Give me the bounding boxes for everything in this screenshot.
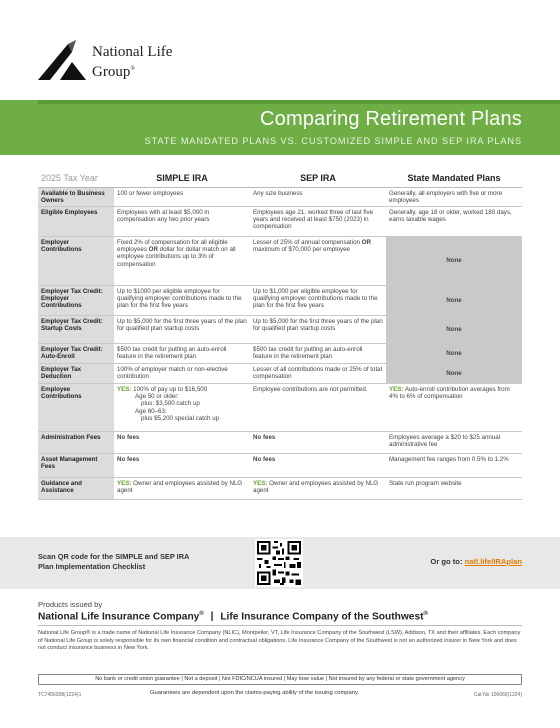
cell-sep: No fees <box>250 431 386 453</box>
row-label: Guidance and Assistance <box>38 477 114 499</box>
table-row <box>38 363 522 383</box>
cell-sep: $500 tax credit for putting an auto-enroll feature in the retirement plan <box>250 343 386 363</box>
qr-code-icon[interactable] <box>255 539 303 587</box>
cell-state: Employees average a $20 to $25 annual administrative fee <box>386 431 522 453</box>
column-header-sep: SEP IRA <box>250 170 386 187</box>
table-row <box>38 315 522 343</box>
catalog-number: Cat No 106660(1224) <box>473 692 522 698</box>
logo-line1: National Life <box>92 44 173 60</box>
cell-simple: No fees <box>114 431 250 453</box>
cell-state: Management fee ranges from 0.5% to 1.2% <box>386 453 522 477</box>
cell-sep: Any size business <box>250 187 386 206</box>
cell-state: None <box>386 285 522 315</box>
page-title: Comparing Retirement Plans <box>260 108 522 130</box>
cell-sep: Lesser of 25% of annual compensation OR maximum of $70,000 per employee <box>250 236 386 285</box>
table-row <box>38 431 522 453</box>
cell-simple: Fixed 2% of compensation for all eligible employees OR dollar for dollar match on all employee contributions up to 3% of compensation <box>114 236 250 285</box>
row-label: Asset Management Fees <box>38 453 114 477</box>
cell-simple: Up to $5,000 for the first three years of the plan for qualified plan startup costs <box>114 315 250 343</box>
table-row <box>38 206 522 236</box>
cell-simple: YES: Owner and employees assisted by NLG agent <box>114 477 250 499</box>
logo-line2: Group <box>92 64 131 80</box>
guarantee-note: Guarantees are dependent upon the claims-paying ability of the issuing company. <box>150 690 360 696</box>
cell-state: Generally, all employers with five or more employees <box>386 187 522 206</box>
cell-state: State run program website <box>386 477 522 499</box>
comparison-table <box>38 170 522 500</box>
goto-label: Or go to: <box>430 557 463 566</box>
cell-sep: Employee contributions are not permitted. <box>250 383 386 431</box>
mountain-logo-icon <box>38 40 88 80</box>
cell-state: None <box>386 315 522 343</box>
row-label: Eligible Employees <box>38 206 114 236</box>
footer-divider <box>38 625 522 626</box>
row-label: Employer Tax Credit: Startup Costs <box>38 315 114 343</box>
row-label: Employer Tax Credit: Auto-Enroll <box>38 343 114 363</box>
form-code: TC7456308(1224)1 <box>38 692 82 698</box>
fine-print: National Life Group® is a trade name of National Life Insurance Company (NLIC), Montpelier, VT, Life Insurance Company of the Southwest (LSW), Addison, TX and their affiliates. Each company of National Life Group is solely responsible for its own financial condition and contractual obligations. Life Insurance Company of the Southwest is not an authorized insurer in New York and does not conduct insurance business in New York. <box>38 630 521 652</box>
cell-state: Generally, age 18 or older, worked 180 days, earns taxable wages <box>386 206 522 236</box>
cell-state: None <box>386 343 522 363</box>
table-row <box>38 383 522 431</box>
cell-sep: Lesser of all contributions made or 25% of total compensation <box>250 363 386 383</box>
cell-simple: Up to $1000 per eligible employee for qualifying employer contributions made to the plan for the first five years <box>114 285 250 315</box>
tax-year-header: 2025 Tax Year <box>38 170 114 187</box>
cell-simple: Employees with at least $5,000 in compensation any two prior years <box>114 206 250 236</box>
row-label: Employee Contributions <box>38 383 114 431</box>
cell-sep: YES: Owner and employees assisted by NLG agent <box>250 477 386 499</box>
table-header-row <box>38 170 522 187</box>
cell-simple: $500 tax credit for putting an auto-enroll feature in the retirement plan <box>114 343 250 363</box>
cell-simple: No fees <box>114 453 250 477</box>
cell-sep: Up to $1,000 per eligible employee for qualifying employer contributions made to the plan for the first five years <box>250 285 386 315</box>
issued-by-label: Products issued by <box>38 600 103 609</box>
column-header-simple: SIMPLE IRA <box>114 170 250 187</box>
qr-code-band <box>0 537 560 589</box>
row-label: Employer Tax Credit: Employer Contributions <box>38 285 114 315</box>
table-row <box>38 236 522 285</box>
table-row <box>38 343 522 363</box>
row-label: Employer Contributions <box>38 236 114 285</box>
qr-instructions: Scan QR code for the SIMPLE and SEP IRA Plan Implementation Checklist <box>38 552 190 571</box>
table-row <box>38 187 522 206</box>
iraplan-link[interactable]: natl.life/IRAplan <box>464 557 522 566</box>
cell-state: None <box>386 363 522 383</box>
column-header-state: State Mandated Plans <box>386 170 522 187</box>
row-label: Administration Fees <box>38 431 114 453</box>
cell-simple: 100% of employer match or non-elective contribution <box>114 363 250 383</box>
cell-sep: Employees age 21, worked three of last five years and received at least $750 (2023) in compensation <box>250 206 386 236</box>
goto-link-row <box>430 557 522 566</box>
disclaimer-box: No bank or credit union guarantee | Not a deposit | Not FDIC/NCUA insured | May lose value | Not insured by any federal or state government agency <box>38 674 522 685</box>
issuing-companies: National Life Insurance Company® | Life Insurance Company of the Southwest® <box>38 611 428 623</box>
cell-simple: 100 or fewer employees <box>114 187 250 206</box>
cell-sep: No fees <box>250 453 386 477</box>
logo-wordmark <box>92 44 172 81</box>
row-label: Available to Business Owners <box>38 187 114 206</box>
table-row <box>38 285 522 315</box>
cell-sep: Up to $5,000 for the first three years of the plan for qualified plan startup costs <box>250 315 386 343</box>
cell-state: YES: Auto-enroll contribution averages from 4% to 6% of compensation <box>386 383 522 431</box>
table-row <box>38 477 522 499</box>
page-subtitle: STATE MANDATED PLANS VS. CUSTOMIZED SIMPLE AND SEP IRA PLANS <box>144 136 522 146</box>
national-life-logo <box>38 40 188 85</box>
title-banner <box>0 100 560 155</box>
table-row <box>38 453 522 477</box>
logo-reg-mark: ® <box>130 66 135 72</box>
cell-state: None <box>386 236 522 285</box>
row-label: Employer Tax Deduction <box>38 363 114 383</box>
cell-simple: YES: 100% of pay up to $16,500 Age 50 or older: plus: $3,500 catch up Age 60–63: plus $5,200 special catch up <box>114 383 250 431</box>
